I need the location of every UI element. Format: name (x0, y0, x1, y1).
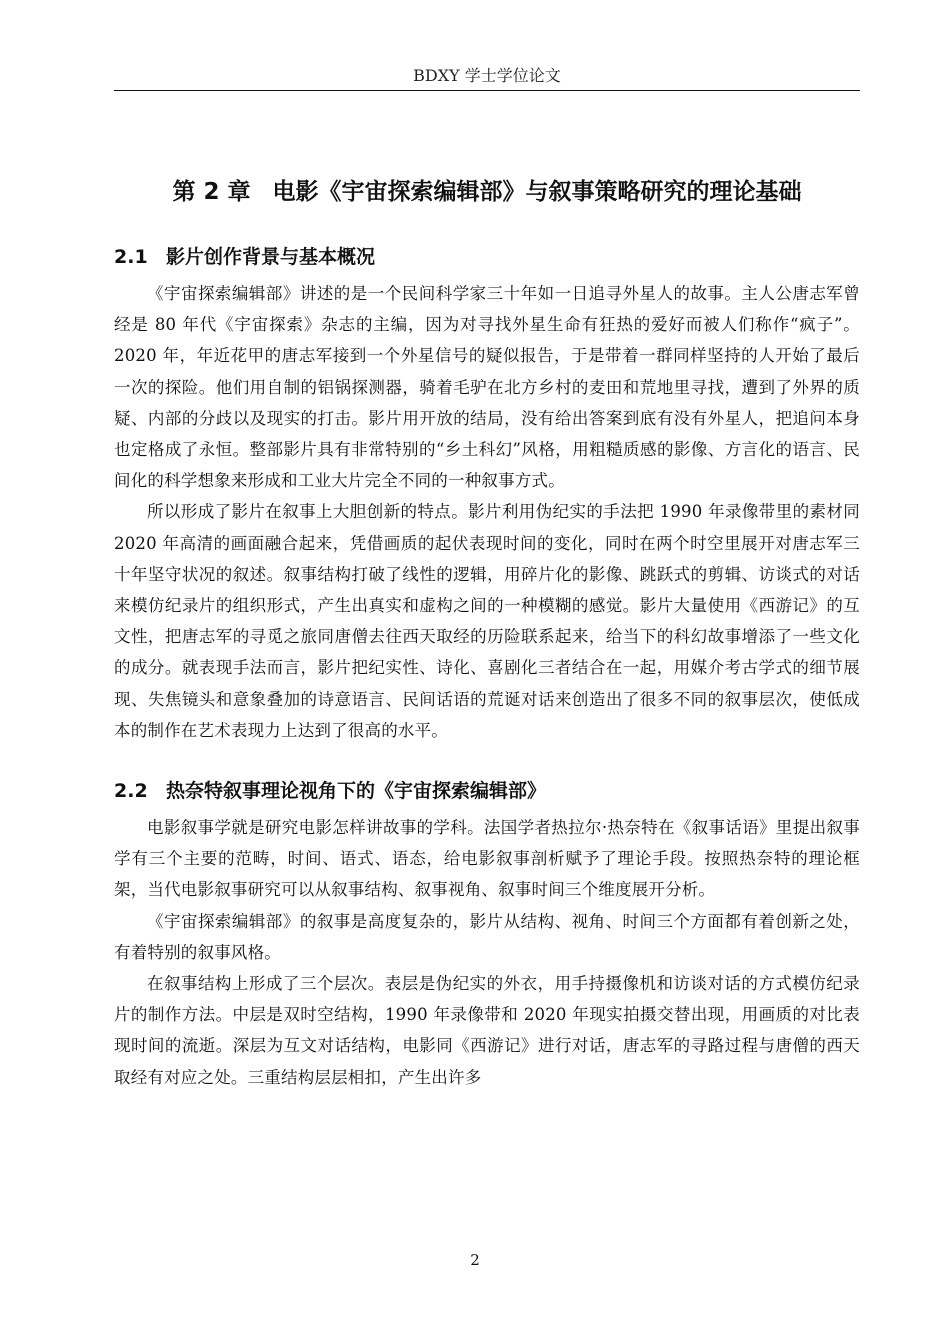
body-paragraph: 所以形成了影片在叙事上大胆创新的特点。影片利用伪纪实的手法把 1990 年录像带里的素材同 2020 年高清的画面融合起来，凭借画质的起伏表现时间的变化，同时在两个时空里展开对唐志军三十年坚守状况的叙述。叙事结构打破了线性的逻辑，用碎片化的影像、跳跃式的剪辑、访谈式的对话来模仿纪录片的组织形式，产生出真实和虚构之间的一种模糊的感觉。影片大量使用《西游记》的互文性，把唐志军的寻觅之旅同唐僧去往西天取经的历险联系起来，给当下的科幻故事增添了一些文化的成分。就表现手法而言，影片把纪实性、诗化、喜剧化三者结合在一起，用媒介考古学式的细节展现、失焦镜头和意象叠加的诗意语言、民间话语的荒诞对话来创造出了很多不同的叙事层次，使低成本的制作在艺术表现力上达到了很高的水平。 (114, 502, 860, 740)
header-rule (114, 90, 860, 91)
section-number: 2.2 (114, 780, 148, 803)
section-heading (114, 776, 860, 806)
body-paragraph: 《宇宙探索编辑部》讲述的是一个民间科学家三十年如一日追寻外星人的故事。主人公唐志军曾经是 80 年代《宇宙探索》杂志的主编，因为对寻找外星生命有狂热的爱好而被人们称作“疯子”。2020 年，年近花甲的唐志军接到一个外星信号的疑似报告，于是带着一群同样坚持的人开始了最后一次的探险。他们用自制的铝锅探测器，骑着毛驴在北方乡村的麦田和荒地里寻找，遭到了外界的质疑、内部的分歧以及现实的打击。影片用开放的结局，没有给出答案到底有没有外星人，把追问本身也定格成了永恒。整部影片具有非常特别的“乡土科幻”风格，用粗糙质感的影像、方言化的语言、民间化的科学想象来形成和工业大片完全不同的一种叙事方式。 (114, 284, 860, 491)
body-paragraph: 在叙事结构上形成了三个层次。表层是伪纪实的外衣，用手持摄像机和访谈对话的方式模仿纪录片的制作方法。中层是双时空结构，1990 年录像带和 2020 年现实拍摄交替出现，用画质的对比表现时间的流逝。深层为互文对话结构，电影同《西游记》进行对话，唐志军的寻路过程与唐僧的西天取经有对应之处。三重结构层层相扣，产生出许多 (114, 974, 860, 1087)
section-title-text: 热奈特叙事理论视角下的《宇宙探索编辑部》 (166, 780, 547, 803)
section-2-2 (114, 776, 860, 1093)
body-paragraph: 电影叙事学就是研究电影怎样讲故事的学科。法国学者热拉尔·热奈特在《叙事话语》里提出叙事学有三个主要的范畴，时间、语式、语态，给电影叙事剖析赋予了理论手段。按照热奈特的理论框架，当代电影叙事研究可以从叙事结构、叙事视角、叙事时间三个维度展开分析。 (114, 818, 860, 900)
page-content (114, 172, 860, 1093)
section-heading (114, 242, 860, 272)
running-header: BDXY 学士学位论文 (413, 66, 561, 85)
page-number: 2 (470, 1251, 480, 1269)
body-paragraph: 《宇宙探索编辑部》的叙事是高度复杂的，影片从结构、视角、时间三个方面都有着创新之处，有着特别的叙事风格。 (114, 911, 860, 962)
chapter-title (114, 172, 860, 212)
section-2-1 (114, 242, 860, 746)
chapter-number: 第 2 章 (172, 179, 251, 205)
section-number: 2.1 (114, 246, 148, 268)
section-title-text: 影片创作背景与基本概况 (166, 246, 376, 268)
chapter-title-text: 电影《宇宙探索编辑部》与叙事策略研究的理论基础 (272, 179, 802, 205)
